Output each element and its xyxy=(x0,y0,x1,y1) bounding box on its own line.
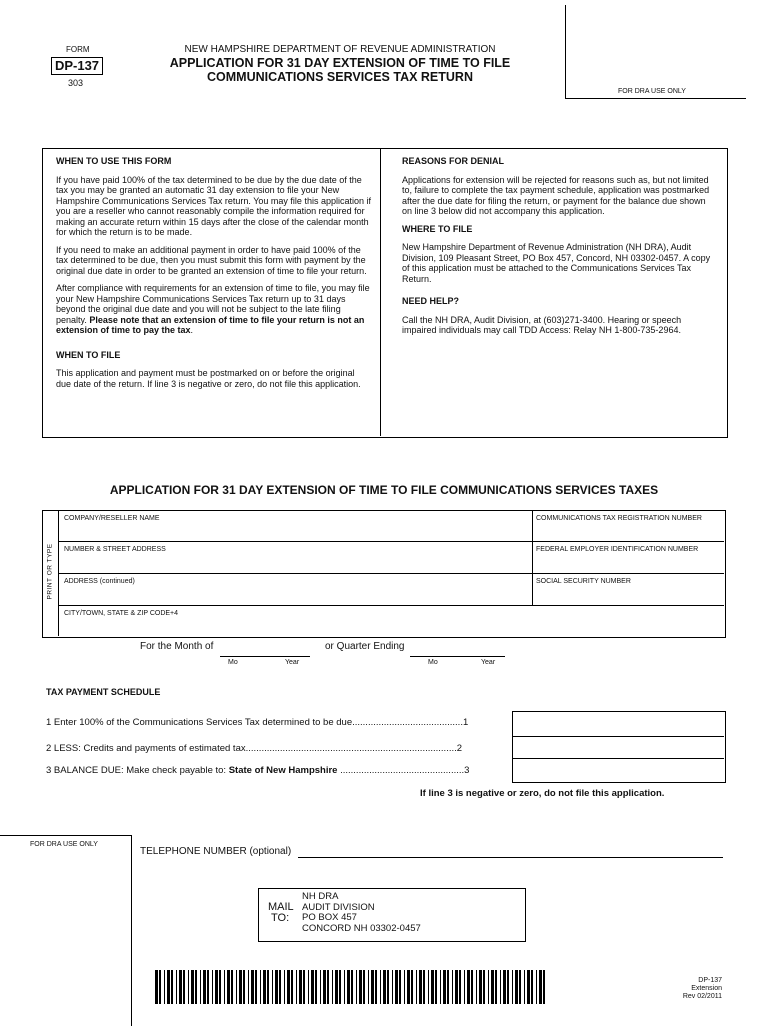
form-title-line1: APPLICATION FOR 31 DAY EXTENSION OF TIME TO FILE xyxy=(169,56,511,70)
form-subnumber: 303 xyxy=(68,78,84,88)
payee-name: State of New Hampshire xyxy=(228,765,338,776)
denial-heading: REASONS FOR DENIAL xyxy=(402,156,505,166)
row-divider xyxy=(58,605,724,606)
quarter-year-label: Year xyxy=(481,659,496,666)
line-1-amount-field[interactable] xyxy=(514,713,722,735)
when-to-use-paragraph-1: If you have paid 100% of the tax determined to be due by the due date of the tax you may be granted an automatic 31 day extension to file your New Hampshire Communications Services Tax return. You may file this application if you are a reseller who cannot reasonably compile the information required for making an accurate return within 15 days after the close of the calendar month for which the return is to be made. xyxy=(56,174,371,237)
form-label: FORM xyxy=(66,45,90,54)
address-continued-field[interactable] xyxy=(60,588,530,604)
address-line-2: AUDIT DIVISION xyxy=(302,901,375,913)
month-year-label: Year xyxy=(285,659,300,666)
paragraph-text: After compliance with requirements for an extension of time to file, you may file your New Hampshire Communications Services Tax return up to 31 days beyond the original due date and you will not be subject to the late filing penalty. xyxy=(56,283,370,325)
instructions-left-column xyxy=(56,156,372,396)
quarter-label: or Quarter Ending xyxy=(325,641,405,652)
instructions-divider xyxy=(380,148,381,436)
row-divider xyxy=(58,541,724,542)
footer-form-type: Extension xyxy=(691,985,722,992)
fein-label: FEDERAL EMPLOYER IDENTIFICATION NUMBER xyxy=(536,546,699,553)
mailing-address xyxy=(302,892,421,934)
footer-form-number: DP-137 xyxy=(698,977,722,984)
company-name-field[interactable] xyxy=(60,524,530,540)
line-3-warning: If line 3 is negative or zero, do not file this application. xyxy=(420,788,665,799)
form-title xyxy=(140,56,540,84)
quarter-mo-label: Mo xyxy=(428,659,438,666)
street-address-label: NUMBER & STREET ADDRESS xyxy=(64,546,166,553)
form-number: DP-137 xyxy=(51,57,103,75)
city-state-zip-field[interactable] xyxy=(60,619,722,635)
quarter-underline xyxy=(410,656,505,657)
row-divider xyxy=(58,573,724,574)
company-name-label: COMPANY/RESELLER NAME xyxy=(64,515,160,522)
barcode-bar xyxy=(543,970,545,1004)
schedule-line-2: 2 LESS: Credits and payments of estimated tax................................................................................2 xyxy=(46,743,463,754)
when-to-use-paragraph-2: If you need to make an additional payment in order to have paid 100% of the tax determined to be due, then you must submit this form with payment by the original due date in order to be granted an extension of time to file your return. xyxy=(56,244,367,276)
dra-use-label: FOR DRA USE ONLY xyxy=(618,88,686,95)
tax-schedule-title: TAX PAYMENT SCHEDULE xyxy=(46,687,161,697)
telephone-label: TELEPHONE NUMBER (optional) xyxy=(140,846,292,857)
mail-label: MAIL xyxy=(268,901,294,913)
city-state-zip-label: CITY/TOWN, STATE & ZIP CODE+4 xyxy=(64,610,179,617)
fein-field[interactable] xyxy=(534,556,722,572)
month-field[interactable] xyxy=(220,642,310,656)
paragraph-bold-note: Please note that an extension of time to file your return is not an extension of time to pay the tax xyxy=(56,314,365,335)
mail-to-label xyxy=(268,902,294,924)
month-mo-label: Mo xyxy=(228,659,238,666)
need-help-paragraph: Call the NH DRA, Audit Division, at (603)271-3400. Hearing or speech impaired individuals may call TDD Access: Relay NH 1-800-735-2964. xyxy=(402,314,682,335)
form-footer xyxy=(640,977,722,1001)
amount-divider xyxy=(512,758,724,759)
amount-divider xyxy=(512,736,724,737)
department-name: NEW HAMPSHIRE DEPARTMENT OF REVENUE ADMINISTRATION xyxy=(184,44,496,55)
barcode xyxy=(155,970,548,1004)
instructions-right-column xyxy=(402,156,714,343)
footer-revision: Rev 02/2011 xyxy=(682,993,722,1000)
address-continued-label: ADDRESS (continued) xyxy=(64,578,135,585)
quarter-field[interactable] xyxy=(410,642,505,656)
month-underline xyxy=(220,656,310,657)
street-address-field[interactable] xyxy=(60,556,530,572)
where-to-file-paragraph: New Hampshire Department of Revenue Administration (NH DRA), Audit Division, 109 Pleasant Street, PO Box 457, Concord, NH 03302-0457. A copy of this application must be attached to the Communications Services Tax Return. xyxy=(402,242,711,284)
dra-use-box xyxy=(565,5,746,99)
to-label: TO: xyxy=(271,912,290,924)
registration-number-label: COMMUNICATIONS TAX REGISTRATION NUMBER xyxy=(536,515,702,522)
ssn-field[interactable] xyxy=(534,588,722,604)
line-2-amount-field[interactable] xyxy=(514,738,722,757)
print-or-type-label: PRINT OR TYPE xyxy=(46,543,54,600)
when-to-use-paragraph-3 xyxy=(56,283,372,336)
dra-use-label-bottom: FOR DRA USE ONLY xyxy=(30,841,98,848)
dra-use-box-bottom xyxy=(0,835,132,1026)
registration-number-field[interactable] xyxy=(534,524,722,540)
line-3-leader: ...............................................3 xyxy=(337,765,470,776)
need-help-heading: NEED HELP? xyxy=(402,296,460,306)
denial-paragraph: Applications for extension will be rejected for reasons such as, but not limited to, failure to complete the tax payment schedule, application was postmarked after the due date for filing the return, or payment for the balance due shown on line 3 below did not accompany this application. xyxy=(402,174,710,216)
column-divider xyxy=(532,510,533,605)
form-title-line2: COMMUNICATIONS SERVICES TAX RETURN xyxy=(207,70,473,84)
line-3-text: 3 BALANCE DUE: Make check payable to: xyxy=(46,765,229,776)
telephone-underline xyxy=(298,857,723,858)
where-to-file-heading: WHERE TO FILE xyxy=(402,223,473,234)
address-line-4: CONCORD NH 03302-0457 xyxy=(302,922,421,934)
telephone-field[interactable] xyxy=(298,843,723,857)
application-title: APPLICATION FOR 31 DAY EXTENSION OF TIME TO FILE COMMUNICATIONS SERVICES TAXES xyxy=(109,483,659,497)
when-to-use-heading: WHEN TO USE THIS FORM xyxy=(56,156,172,166)
when-to-file-heading: WHEN TO FILE xyxy=(56,349,121,360)
when-to-file-paragraph: This application and payment must be postmarked on or before the original due date of the return. If line 3 is negative or zero, do not file this application. xyxy=(56,368,361,389)
ssn-label: SOCIAL SECURITY NUMBER xyxy=(536,578,631,585)
address-line-3: PO BOX 457 xyxy=(302,912,357,923)
address-line-1: NH DRA xyxy=(302,891,339,902)
month-label: For the Month of xyxy=(140,641,214,652)
paragraph-end: . xyxy=(190,325,194,335)
schedule-line-3 xyxy=(46,765,496,776)
schedule-line-1: 1 Enter 100% of the Communications Services Tax determined to be due..........................................1 xyxy=(46,717,469,728)
line-3-amount-field[interactable] xyxy=(514,760,722,780)
